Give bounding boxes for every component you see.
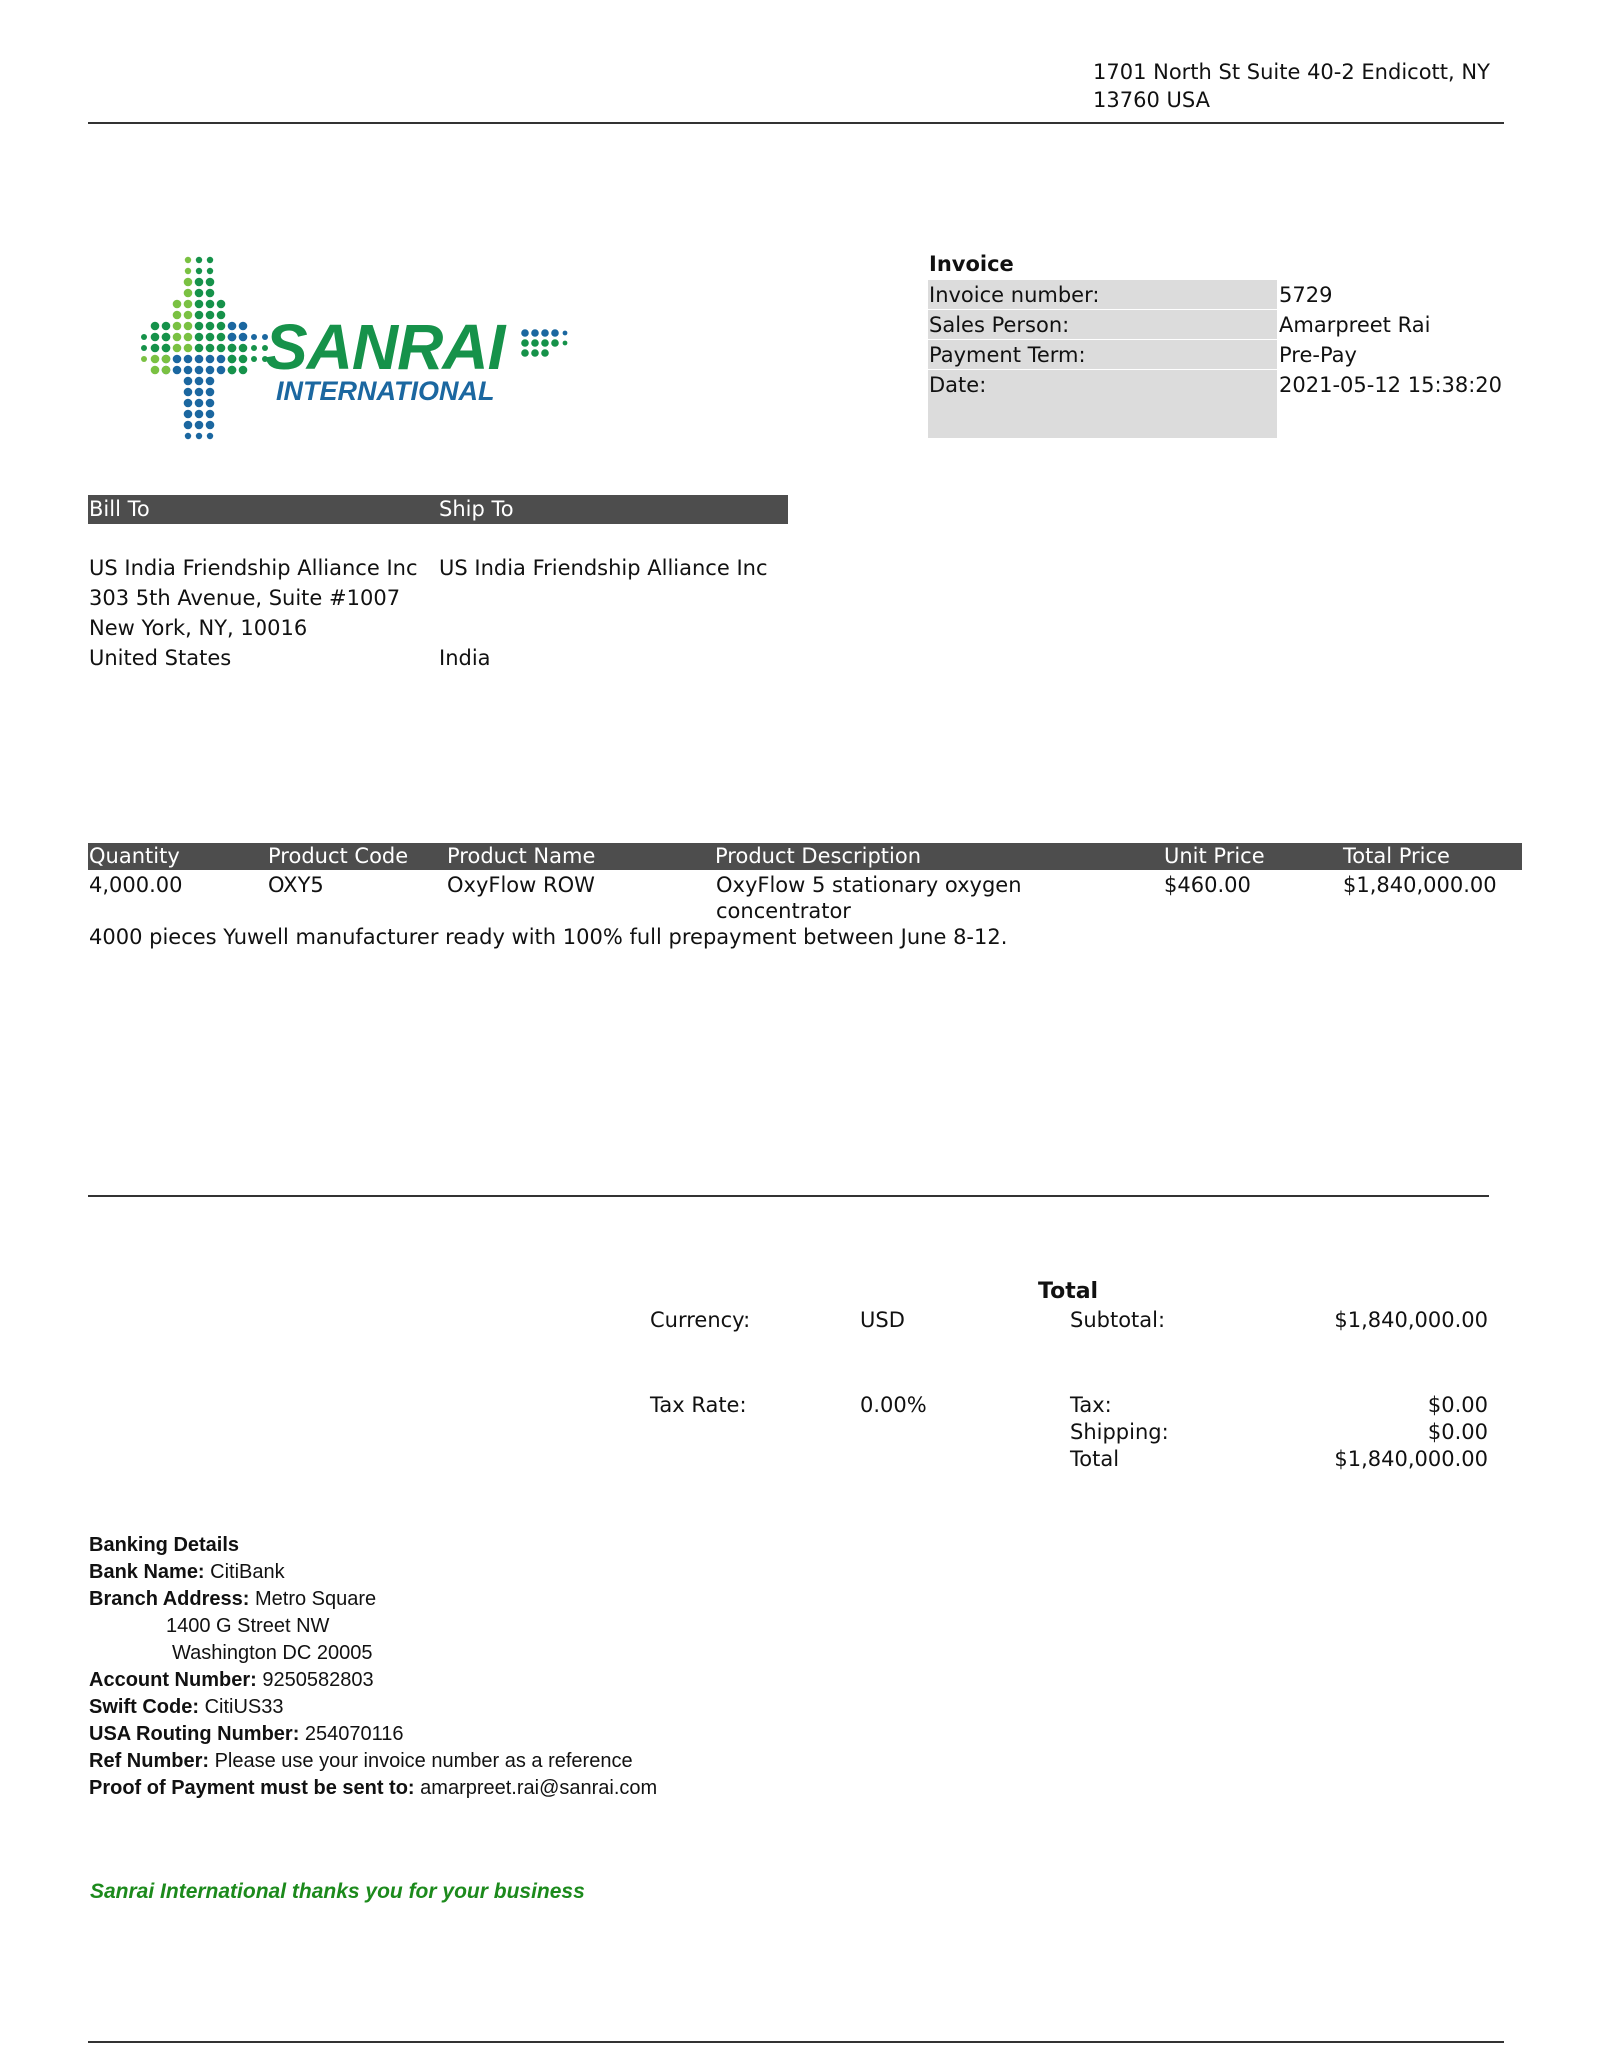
logo-dot — [531, 339, 539, 347]
col-total-price: Total Price — [1343, 844, 1450, 868]
totals-divider — [88, 1195, 1489, 1197]
ship-to-line: India — [439, 646, 491, 670]
bill-to-line: New York, NY, 10016 — [89, 616, 308, 640]
logo-dot — [206, 344, 215, 353]
logo-dot — [184, 311, 193, 320]
logo-dot — [239, 366, 248, 375]
ref-number-label: Ref Number: — [89, 1750, 210, 1772]
logo-dot — [151, 322, 160, 331]
logo-dot — [162, 355, 171, 364]
logo-dot — [173, 366, 182, 375]
sales-person-value: Amarpreet Rai — [1279, 313, 1431, 337]
logo-dot — [195, 377, 204, 386]
logo-dot — [251, 356, 257, 362]
logo-dot — [184, 344, 193, 353]
bank-name — [89, 1559, 285, 1586]
account-number — [89, 1667, 374, 1694]
logo-dot — [195, 311, 204, 320]
header-divider — [88, 122, 1504, 124]
col-product-code: Product Code — [268, 844, 409, 868]
bill-to-heading: Bill To — [89, 497, 150, 521]
tax-rate-label: Tax Rate: — [650, 1393, 747, 1417]
row-total-price: $1,840,000.00 — [1343, 873, 1497, 897]
logo-dot — [563, 331, 568, 336]
row-product-description-line2: concentrator — [716, 899, 851, 923]
logo-dot — [206, 377, 215, 386]
branch-address-line1: Metro Square — [254, 1588, 377, 1610]
col-quantity: Quantity — [89, 844, 180, 868]
row-product-code: OXY5 — [268, 873, 324, 897]
logo-dot — [521, 339, 529, 347]
logo-dot — [531, 349, 539, 357]
routing-number-label: USA Routing Number: — [89, 1723, 300, 1745]
logo-dot — [239, 355, 248, 364]
ref-number — [89, 1748, 633, 1775]
logo-dot — [239, 333, 248, 342]
logo-dot — [196, 257, 202, 263]
proof-of-payment — [89, 1775, 657, 1802]
logo-dot — [184, 399, 193, 408]
address-header-bar — [88, 495, 788, 524]
logo-dot — [217, 333, 226, 342]
logo-dot — [239, 322, 248, 331]
logo-dot — [141, 334, 147, 340]
order-note: 4000 pieces Yuwell manufacturer ready with 100% full prepayment between June 8-12. — [89, 925, 1008, 949]
logo-dot — [207, 433, 213, 439]
logo-dot — [195, 410, 204, 419]
logo-dot — [251, 345, 257, 351]
invoice-number-label: Invoice number: — [929, 283, 1100, 307]
bill-to-line: 303 5th Avenue, Suite #1007 — [89, 586, 401, 610]
branch-address-line3: Washington DC 20005 — [172, 1642, 373, 1664]
logo-dot — [217, 322, 226, 331]
account-number-value: 9250582803 — [262, 1669, 374, 1691]
logo-dot — [184, 289, 193, 298]
ship-to-heading: Ship To — [439, 497, 514, 521]
logo-dot — [206, 311, 215, 320]
logo-dot — [162, 322, 171, 331]
tax-label: Tax: — [1070, 1393, 1112, 1417]
bill-to-line: United States — [89, 646, 232, 670]
branch-address — [89, 1586, 376, 1613]
logo-dot — [173, 333, 182, 342]
logo-dot — [228, 344, 237, 353]
invoice-number-value: 5729 — [1279, 283, 1333, 307]
proof-of-payment-label: Proof of Payment must be sent to: — [89, 1777, 415, 1799]
logo-dot — [151, 333, 160, 342]
logo-subtitle: INTERNATIONAL — [276, 376, 495, 406]
routing-number — [89, 1721, 404, 1748]
logo-dot — [228, 333, 237, 342]
logo-dot — [239, 344, 248, 353]
logo-dot — [206, 300, 215, 309]
tax-value: $0.00 — [1427, 1393, 1488, 1417]
logo-dot — [206, 333, 215, 342]
totals-title: Total — [1038, 1279, 1099, 1304]
logo-dot — [217, 300, 226, 309]
logo-dot — [185, 257, 191, 263]
logo-dot — [195, 278, 204, 287]
proof-of-payment-email: amarpreet.rai@sanrai.com — [420, 1777, 658, 1799]
logo-dot — [185, 268, 191, 274]
logo-dot — [195, 366, 204, 375]
logo-dot — [551, 339, 559, 347]
logo-dot — [195, 344, 204, 353]
logo-dot — [196, 433, 202, 439]
logo-dot — [541, 329, 549, 337]
currency-label: Currency: — [650, 1308, 751, 1332]
logo-dot — [228, 366, 237, 375]
col-product-name: Product Name — [447, 844, 596, 868]
ship-to-line: US India Friendship Alliance Inc — [439, 556, 768, 580]
col-product-description: Product Description — [715, 844, 922, 868]
grand-total-label: Total — [1070, 1447, 1120, 1471]
logo-dot — [541, 349, 549, 357]
logo-dot — [162, 366, 171, 375]
row-quantity: 4,000.00 — [89, 873, 183, 897]
items-header-bar — [88, 843, 1522, 870]
logo-dot — [184, 278, 193, 287]
logo-dot — [228, 355, 237, 364]
logo-dot — [195, 322, 204, 331]
subtotal-label: Subtotal: — [1070, 1308, 1166, 1332]
footer-divider — [88, 2041, 1504, 2043]
logo-dot — [196, 268, 202, 274]
logo-dot — [207, 257, 213, 263]
col-unit-price: Unit Price — [1164, 844, 1265, 868]
tax-rate-value: 0.00% — [860, 1393, 927, 1417]
logo-dot — [206, 278, 215, 287]
row-product-description-line1: OxyFlow 5 stationary oxygen — [716, 873, 1022, 897]
logo-dot — [184, 410, 193, 419]
logo-dot — [184, 366, 193, 375]
row-product-name: OxyFlow ROW — [447, 873, 595, 897]
swift-code-value: CitiUS33 — [204, 1696, 284, 1718]
bank-name-value: CitiBank — [210, 1561, 285, 1583]
logo-dot — [195, 399, 204, 408]
date-value: 2021-05-12 15:38:20 — [1279, 373, 1503, 397]
logo-dot — [531, 329, 539, 337]
logo-dot — [521, 329, 529, 337]
thank-you-message: Sanrai International thanks you for your business — [90, 1880, 585, 1903]
bank-name-label: Bank Name: — [89, 1561, 205, 1583]
logo-name: SANRAI — [265, 311, 505, 383]
logo-dot — [141, 345, 147, 351]
bill-to-line: US India Friendship Alliance Inc — [89, 556, 418, 580]
company-address-line2: 13760 USA — [1093, 88, 1210, 112]
logo-dot — [195, 388, 204, 397]
logo-dot — [217, 311, 226, 320]
logo-dot — [173, 311, 182, 320]
logo-dot — [195, 289, 204, 298]
logo-dot — [162, 333, 171, 342]
company-address-line1: 1701 North St Suite 40-2 Endicott, NY — [1093, 60, 1490, 84]
logo-dot — [173, 344, 182, 353]
logo-dot — [217, 355, 226, 364]
logo-dot — [141, 356, 147, 362]
logo-dot — [195, 333, 204, 342]
routing-number-value: 254070116 — [304, 1723, 404, 1745]
logo-dot — [206, 388, 215, 397]
logo-dot — [195, 300, 204, 309]
invoice-title: Invoice — [929, 252, 1014, 276]
date-label: Date: — [929, 373, 987, 397]
logo-dot — [206, 366, 215, 375]
logo-dot — [206, 289, 215, 298]
logo-dot — [563, 341, 568, 346]
logo-dot — [184, 421, 193, 430]
company-address — [1093, 58, 1523, 114]
logo-dot — [551, 329, 559, 337]
logo-dot — [206, 399, 215, 408]
grand-total-value: $1,840,000.00 — [1334, 1447, 1488, 1471]
branch-address-label: Branch Address: — [89, 1588, 250, 1610]
logo-dot — [521, 349, 529, 357]
logo-dot — [206, 322, 215, 331]
logo-dot — [206, 355, 215, 364]
logo-dot — [184, 388, 193, 397]
logo-dot — [195, 421, 204, 430]
sales-person-label: Sales Person: — [929, 313, 1070, 337]
logo-dot — [206, 410, 215, 419]
logo-dot — [173, 322, 182, 331]
logo-dot — [207, 268, 213, 274]
banking-title: Banking Details — [89, 1534, 240, 1556]
logo-dot — [206, 421, 215, 430]
logo-dot — [184, 355, 193, 364]
logo-dot — [217, 344, 226, 353]
swift-code-label: Swift Code: — [89, 1696, 199, 1718]
logo-dot — [185, 433, 191, 439]
logo-dot — [162, 344, 171, 353]
logo-dot — [195, 355, 204, 364]
shipping-label: Shipping: — [1070, 1420, 1169, 1444]
logo-dot — [184, 333, 193, 342]
currency-value: USD — [860, 1308, 905, 1332]
logo-dot — [217, 366, 226, 375]
logo-dot — [151, 344, 160, 353]
payment-term-label: Payment Term: — [929, 343, 1086, 367]
ref-number-value: Please use your invoice number as a reference — [214, 1750, 633, 1772]
subtotal-value: $1,840,000.00 — [1334, 1308, 1488, 1332]
logo-dot — [184, 322, 193, 331]
logo-dot — [251, 334, 257, 340]
logo-dot — [151, 355, 160, 364]
branch-address-line2: 1400 G Street NW — [166, 1615, 330, 1637]
logo-dot — [151, 366, 160, 375]
logo-dot — [541, 339, 549, 347]
shipping-value: $0.00 — [1427, 1420, 1488, 1444]
row-unit-price: $460.00 — [1164, 873, 1251, 897]
logo-dot — [184, 377, 193, 386]
logo-dot — [184, 300, 193, 309]
logo-dot — [173, 300, 182, 309]
payment-term-value: Pre-Pay — [1279, 343, 1357, 367]
logo-dot — [173, 355, 182, 364]
logo-dot — [228, 322, 237, 331]
swift-code — [89, 1694, 283, 1721]
account-number-label: Account Number: — [89, 1669, 257, 1691]
